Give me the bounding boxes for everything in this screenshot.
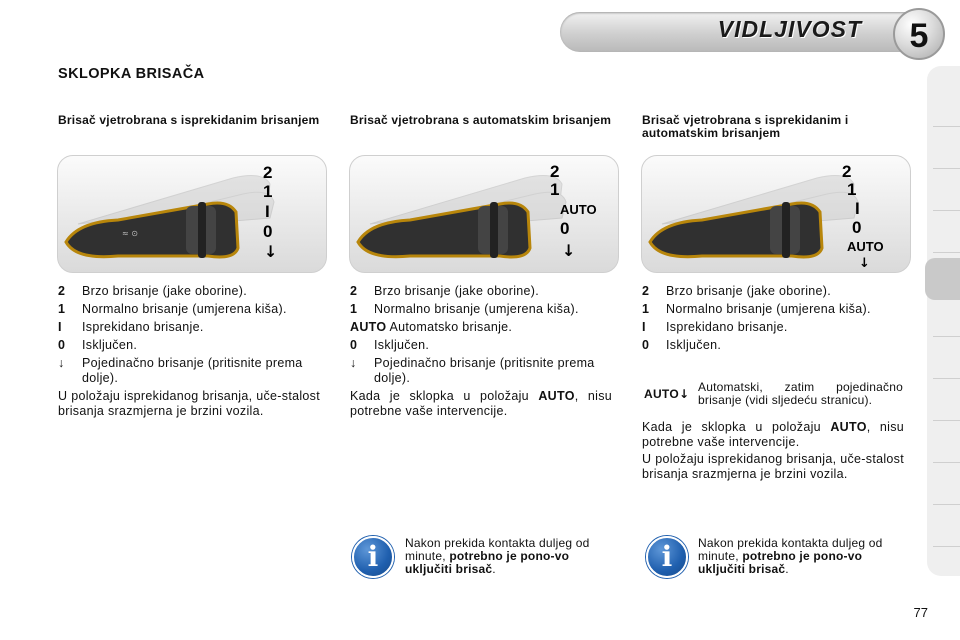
stalk-position-label: 0 xyxy=(852,218,862,237)
stalk-position-label: 2 xyxy=(263,163,273,182)
section-title: SKLOPKA BRISAČA xyxy=(58,66,205,82)
column-3-paragraphs: Kada je sklopka u položaju AUTO, nisu potrebne vaše intervencije. U položaju isprekidanog brisanja, uče-stalost brisanja srazmjerna je brzini vozila. xyxy=(642,420,904,481)
stalk-position-label: ↓ xyxy=(562,241,576,260)
stalk-position-label: 0 xyxy=(560,219,570,238)
svg-text:≈ ⊙: ≈ ⊙ xyxy=(122,229,138,238)
stalk-position-label: AUTO xyxy=(560,202,597,217)
svg-text:↓: ↓ xyxy=(859,256,870,271)
column-1-heading: Brisač vjetrobrana s isprekidanim brisanjem xyxy=(58,113,320,127)
column-3-info-note: Nakon prekida kontakta duljeg od minute, potrebno je pono-vo uključiti brisač. xyxy=(698,536,883,576)
wiper-stalk-image-1 xyxy=(57,155,327,273)
stalk-position-label: ↓ xyxy=(264,242,278,261)
chapter-number: 5 xyxy=(893,8,945,60)
column-3-body: 2 Brzo brisanje (jake oborine). 1 Normalno brisanje (umjerena kiša). I Isprekidano brisanje. 0 Isključen. xyxy=(642,284,871,352)
column-3-heading: Brisač vjetrobrana s isprekidanim i automatskim brisanjem xyxy=(642,113,849,140)
column-2-body: 2 Brzo brisanje (jake oborine). 1 Normalno brisanje (umjerena kiša). AUTO Automatsko brisanje. 0 Isključen. ↓ Pojedinačno brisanje (pritisnite prema dolje). Kada je sklopka u položaju AUTO, nisu potrebne vaše intervencije. xyxy=(350,284,612,418)
auto-down-badge: AUTO↓ xyxy=(644,387,690,401)
auto-note: Automatski, zatim pojedinačno brisanje (vidi sljedeću stranicu). xyxy=(698,380,903,407)
column-2-heading: Brisač vjetrobrana s automatskim brisanjem xyxy=(350,113,612,127)
chapter-title: VIDLJIVOST xyxy=(717,16,862,42)
stalk-position-label: I xyxy=(855,199,860,218)
wiper-stalk-image-3 xyxy=(641,155,911,273)
column-2-paragraph: Kada je sklopka u položaju AUTO, nisu potrebne vaše intervencije. xyxy=(350,389,612,418)
chapter-tabs[interactable] xyxy=(927,66,960,576)
stalk-position-label: 2 xyxy=(842,162,852,181)
page-number: 77 xyxy=(913,605,928,620)
stalk-position-label: 2 xyxy=(550,162,560,181)
stalk-position-label: 1 xyxy=(550,180,560,199)
column-1-paragraph: U položaju isprekidanog brisanja, uče-stalost brisanja srazmjerna je brzini vozila. xyxy=(58,389,320,418)
stalk-position-label: AUTO xyxy=(847,239,884,254)
stalk-position-label: 1 xyxy=(263,182,273,201)
info-icon: i xyxy=(352,536,394,578)
stalk-position-label: I xyxy=(265,202,270,221)
stalk-position-label: 1 xyxy=(847,180,857,199)
stalk-position-label: 0 xyxy=(263,222,273,241)
info-icon: i xyxy=(646,536,688,578)
column-1-body: 2 Brzo brisanje (jake oborine). 1 Normalno brisanje (umjerena kiša). I Isprekidano brisanje. 0 Isključen. ↓ Pojedinačno brisanje (pritisnite prema dolje). U položaju isprekidanog brisanja, uče-stalost brisanja srazmjerna je brzini vozila. xyxy=(58,284,320,418)
chapter-tab-active[interactable] xyxy=(925,258,960,300)
column-2-info-note: Nakon prekida kontakta duljeg od minute, potrebno je pono-vo uključiti brisač. xyxy=(405,536,590,576)
wiper-stalk-image-2 xyxy=(349,155,619,273)
